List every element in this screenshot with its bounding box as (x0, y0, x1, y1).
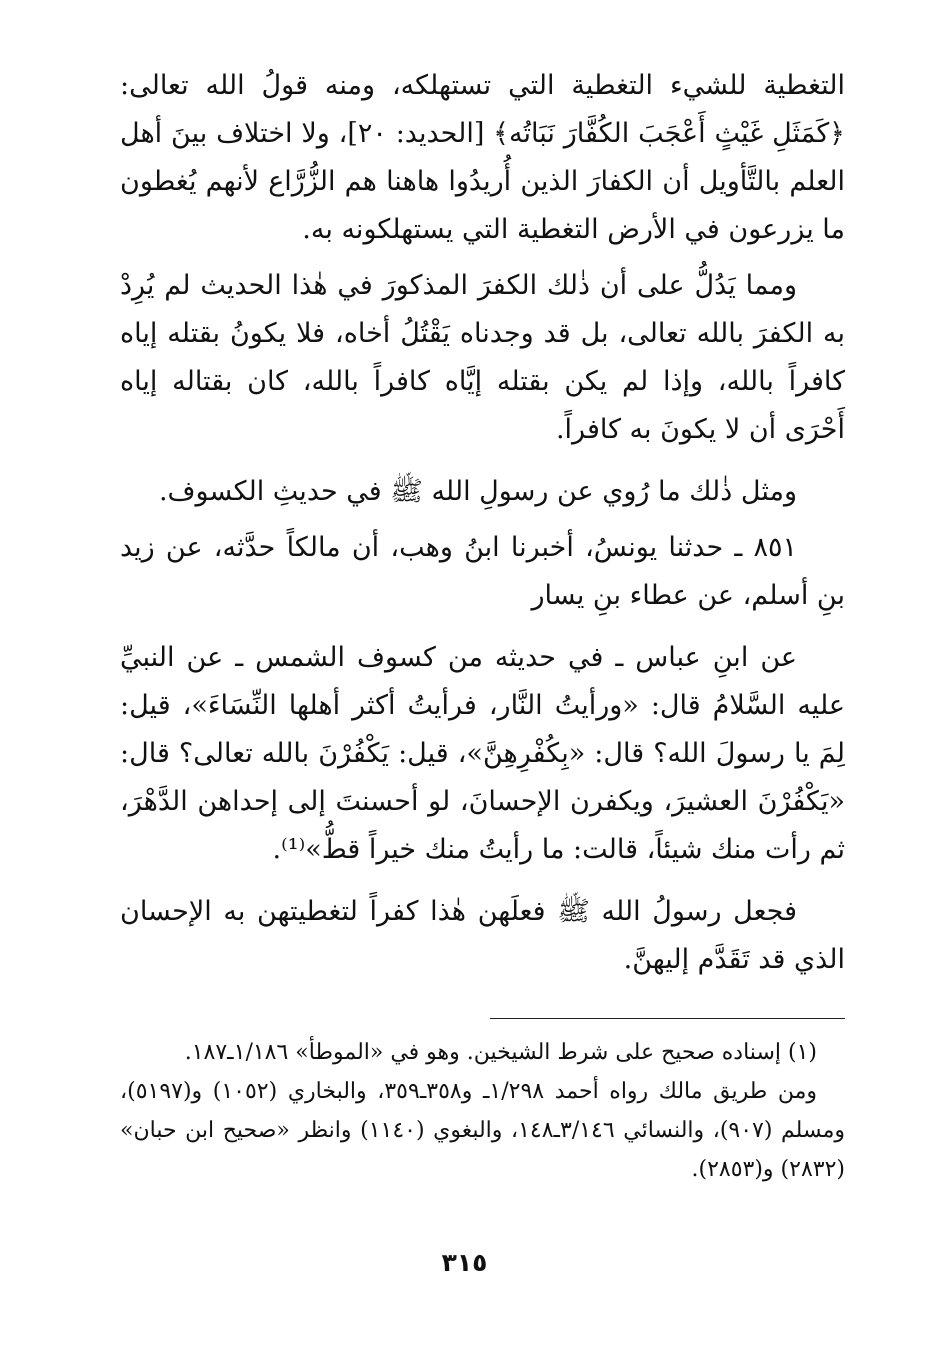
paragraph-2: ومما يَدُلُّ على أن ذٰلك الكفرَ المذكورَ في هٰذا الحديث لم يُرِدْ به الكفرَ بالله تعالى، بل قد وجدناه يَقْتُلُ أخاه، فلا يكونُ بقتله إياه كافراً بالله، وإذا لم يكن بقتله إيَّاه كافراً بالله، كان بقتاله إياه أَحْرَى أن لا يكونَ به كافراً. (120, 270, 845, 445)
paragraph-3: ومثل ذٰلك ما رُوي عن رسولِ الله ﷺ في حديثِ الكسوف. (158, 476, 797, 507)
footnote-1: (١) إسناده صحيح على شرط الشيخين. وهو في «الموطأ» ١/١٨٦ـ١٨٧. (184, 1040, 817, 1065)
hadith-isnad: ٨٥١ ـ حدثنا يونسُ، أخبرنا ابنُ وهب، أن مالكاً حدَّثه، عن زيد بنِ أسلم، عن عطاء بنِ يسار (120, 532, 845, 611)
page-number: ٣١٥ (441, 1248, 488, 1277)
footnote-divider (490, 1018, 845, 1019)
paragraph-conclusion: فجعل رسولُ الله ﷺ فعلَهن هٰذا كفراً لتغطيتهن به الإحسان الذي قد تَقَدَّم إليهنَّ. (120, 896, 845, 975)
footnote-1-continued: ومن طريق مالك رواه أحمد ١/٢٩٨ـ و٣٥٨ـ٣٥٩، والبخاري (١٠٥٢) و(٥١٩٧)، ومسلم (٩٠٧)، والنسائي ٣/١٤٦ـ١٤٨، والبغوي (١١٤٠) وانظر «صحيح ابن حبان» (٢٨٣٢) و(٢٨٥٣). (120, 1079, 845, 1182)
hadith-matn: عن ابنِ عباس ـ في حديثه من كسوف الشمس ـ عن النبيِّ عليه السَّلامُ قال: «ورأيتُ النَّار، فرأيتُ أكثر أهلها النِّسَاءَ»، قيل: لِمَ يا رسولَ الله؟ قال: «بِكُفْرِهِنَّ»، قيل: يَكْفُرْنَ بالله تعالى؟ قال: «يَكْفُرْنَ العشيرَ، ويكفرن الإحسانَ، لو أحسنتَ إلى إحداهن الدَّهْرَ، ثم رأت منك شيئاً، قالت: ما رأيتُ منك خيراً قطُّ»⁽¹⁾. (120, 642, 845, 865)
paragraph-1: التغطية للشيء التغطية التي تستهلكه، ومنه قولُ الله تعالى: ﴿كَمَثَلِ غَيْثٍ أَعْجَبَ الكُفَّارَ نَبَاتُه﴾ [الحديد: ٢٠]، ولا اختلاف بينَ أهل العلم بالتَّأويل أن الكفارَ الذين أُريدُوا هاهنا هم الزُّرَّاع لأنهم يُغطون ما يزرعون في الأرض التغطية التي يستهلكونه به. (120, 70, 845, 245)
page-body (120, 62, 845, 1322)
